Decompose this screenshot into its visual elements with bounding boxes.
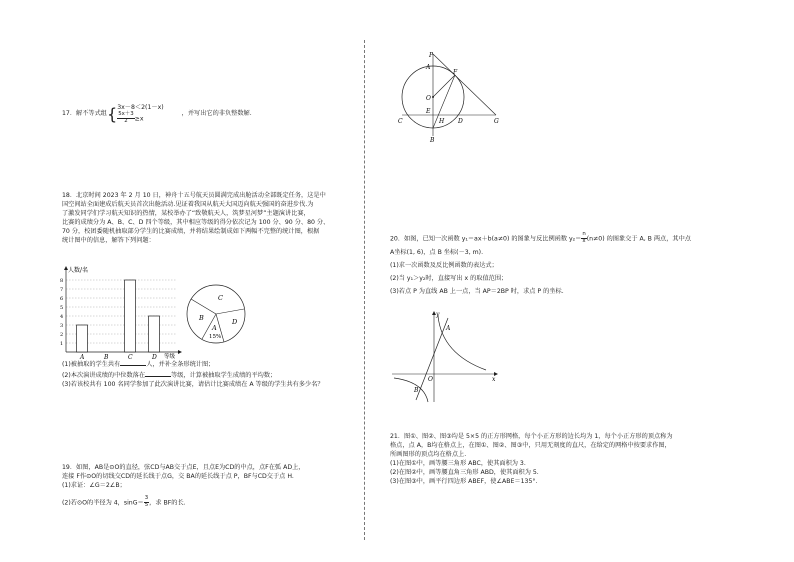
function-graph-figure xyxy=(388,310,500,404)
label-a: A xyxy=(446,325,451,332)
q18-sub2-post: 等级，计算被抽取学生成绩的平均数； xyxy=(171,371,277,379)
answer-blank xyxy=(145,370,171,377)
q21-line: (2)在图②中，画等腰直角三角形 ABD，使其面积为 5. xyxy=(390,468,539,476)
pie-label-a-percent: 15% xyxy=(209,334,222,340)
question-17 xyxy=(62,104,252,125)
system-brace: { xyxy=(107,104,118,124)
line-of xyxy=(433,75,455,97)
q20-line2: A坐标(1, 6)，点 B 坐标(－3, m). xyxy=(390,248,484,256)
bar-c xyxy=(125,280,136,352)
question-21 xyxy=(390,433,730,487)
label-y: y xyxy=(436,311,440,318)
inverse-denominator: x xyxy=(582,237,586,244)
question-19 xyxy=(62,464,348,509)
label-a: A xyxy=(426,64,431,71)
pie-divider xyxy=(216,309,244,314)
question-18 xyxy=(62,192,348,246)
question-20 xyxy=(390,232,730,297)
label-p: P xyxy=(429,52,434,59)
label-e: E xyxy=(426,108,431,115)
y-tick-label: 2 xyxy=(60,332,64,338)
x-axis-label: 等级 xyxy=(164,354,176,360)
center-point xyxy=(432,96,434,98)
pie-divider xyxy=(191,299,216,314)
pie-label-b: B xyxy=(199,314,204,322)
q17-lead: 17．解不等式组 xyxy=(62,109,107,117)
q18-line: 18．北京时间 2023 年 2 月 10 日，神舟十五号航天员圆满完成出舱活动全部既定任务，这是中 xyxy=(62,192,326,199)
line-ab xyxy=(416,318,448,400)
pie-chart xyxy=(184,282,248,346)
sin-g-denominator: 5 xyxy=(144,501,149,508)
label-d: D xyxy=(458,118,463,125)
q18-line: 比赛的成绩分为 A、B、C、D 四个等级，其中相应等级的得分依次记为 100 分、90 分、80 分、 xyxy=(62,218,330,226)
circle-tangent-figure xyxy=(392,48,512,146)
q18-subquestions xyxy=(62,359,348,390)
y-axis-label: 人数/名 xyxy=(68,267,89,274)
q19-line: 连接 F作⊙O的切线交CD的延长线于点G，交 BA的延长线于点 P，BF与CD交于点 H. xyxy=(62,472,294,480)
label-h: H xyxy=(439,118,445,125)
label-c: C xyxy=(398,118,403,125)
y-tick-label: 8 xyxy=(60,278,64,284)
q20-line1: 20．如图，已知一次函数 y₁＝ax＋b(a≠0) 的图象与反比例函数 y₂＝ xyxy=(390,235,582,243)
inverse-numerator: n xyxy=(582,231,586,237)
q18-line: 国空间站全面建成后航天员首次出舱活动.见证着我国从航天大国迈向航天强国的奋进步伐.为 xyxy=(62,200,314,208)
y-tick-label: 7 xyxy=(60,287,64,293)
inequality-2-denominator: 2 xyxy=(124,118,128,124)
q18-sub2-pre: (2)本次演讲成绩的中位数落在 xyxy=(62,371,146,379)
inequality-2-rest: ≥x xyxy=(134,115,144,123)
bar-d xyxy=(149,316,160,352)
column-divider xyxy=(364,40,365,540)
q20-sub2: (2)当 y₁＞y₂时，直接写出 x 的取值范围； xyxy=(390,274,508,282)
q20-sub1: (1)求一次函数及反比例函数的表达式； xyxy=(390,261,498,269)
q20-line1-post: (n≠0) 的图象交于 A, B 两点，其中点 xyxy=(586,235,691,243)
label-f: F xyxy=(453,69,458,76)
y-tick-label: 6 xyxy=(60,296,64,302)
x-tick-label: D xyxy=(152,354,157,360)
label-x: x xyxy=(492,376,496,383)
bar-a xyxy=(77,325,88,352)
bar-chart xyxy=(58,264,188,360)
q18-sub1-post: 人，并补全条形统计图； xyxy=(146,361,215,368)
pie-label-a: A xyxy=(212,324,217,332)
q21-line: 格点，点 A，B均在格点上，在图①、图②、图③中，只用无刻度的直尺，在给定的网格中按要求作图， xyxy=(390,441,671,449)
label-b: B xyxy=(430,137,435,144)
q19-line: 19．如图，AB是⊙O的直径，弦CD与AB交于点E，且点E为CD的中点，点F在弧 AD上， xyxy=(62,464,305,471)
q19-sub2-pre: (2)若⊙O的半径为 4，sinG＝ xyxy=(62,499,144,507)
y-tick-label: 5 xyxy=(60,305,64,311)
inequality-2-numerator: 5x＋3 xyxy=(118,111,134,118)
q21-line: (1)在图①中，画等腰三角形 ABC，使其面积为 3. xyxy=(390,459,526,467)
y-tick-label: 3 xyxy=(60,323,64,329)
x-axis-arrow xyxy=(178,350,182,354)
pie-label-c: C xyxy=(218,294,223,302)
q19-sub2-post: ，求 BF的长. xyxy=(149,499,186,507)
q18-line: 了激发同学们学习航天知识的热情，某校举办了“致敬航天人，筑梦星河梦”主题演讲比赛， xyxy=(62,209,310,217)
x-tick-label: B xyxy=(104,354,109,360)
x-tick-label: A xyxy=(80,354,85,360)
y-tick-label: 4 xyxy=(60,314,64,320)
q17-tail: ，并写出它的非负整数解. xyxy=(181,109,252,117)
label-o: O xyxy=(428,376,433,383)
sin-g-numerator: 3 xyxy=(144,494,149,501)
y-tick-label: 1 xyxy=(60,341,64,347)
pie-label-d: D xyxy=(232,318,238,326)
label-b: B xyxy=(414,387,419,394)
inequality-1: 3x－8＜2(1－x) xyxy=(117,104,164,111)
q18-line: 统计图中的信息，解答下列问题： xyxy=(62,236,155,244)
q21-line: (3)在图③中，画平行四边形 ABEF，使∠ABE＝135°. xyxy=(390,477,538,485)
label-o: O xyxy=(426,95,431,102)
q19-line: (1)求证：∠G＝2∠B； xyxy=(62,481,126,489)
q18-line: 70 分，校团委随机抽取部分学生的比赛成绩，并将结果绘制成如下两幅不完整的统计图，根据 xyxy=(62,227,320,235)
q20-sub3: (3)若点 P 为直线 AB 上一点，当 AP＝2BP 时，求点 P 的坐标. xyxy=(390,287,564,295)
q18-sub1-pre: (1)被抽取的学生共有 xyxy=(62,361,121,368)
x-tick-label: C xyxy=(128,354,133,360)
label-g: G xyxy=(494,118,499,125)
answer-blank xyxy=(120,359,146,366)
q18-sub3: (3)若该校共有 100 名同学参加了此次演讲比赛，请估计比赛成绩在 A 等级的学生共有多少名？ xyxy=(62,380,324,388)
q21-line: 所画图形的顶点均在格点上. xyxy=(390,450,467,458)
q21-line: 21．图①、图②、图③均是 5×5 的正方形网格，每个小正方形的边长均为 1，每个小正方形的顶点称为 xyxy=(390,433,673,440)
